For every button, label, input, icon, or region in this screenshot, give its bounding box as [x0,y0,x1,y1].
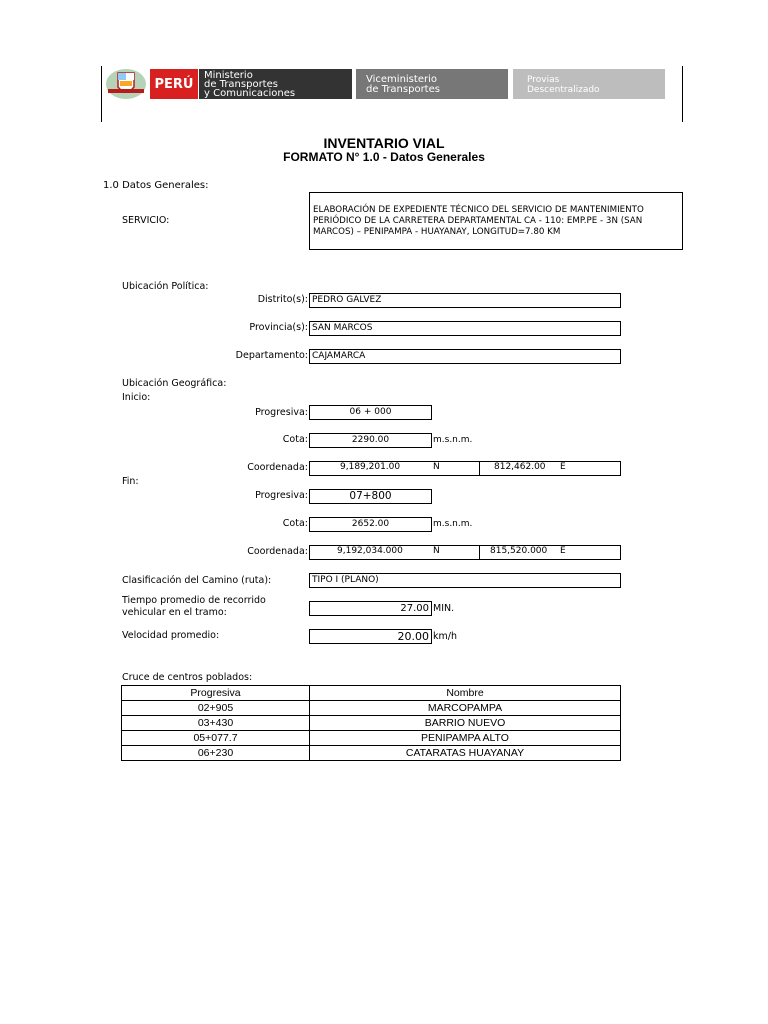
velocidad-label: Velocidad promedio: [122,630,220,641]
fin-cota-field: 2652.00 [309,517,432,532]
cell-nombre: MARCOPAMPA [310,701,621,716]
fin-progresiva-field: 07+800 [309,489,432,504]
table-row [122,701,621,716]
tiempo-label: Tiempo promedio de recorrido vehicular en el tramo: [122,595,266,618]
page-border-right [682,66,683,122]
table-header-row [122,686,621,701]
inicio-progresiva-field: 06 + 000 [309,405,432,420]
cell-nombre: PENIPAMPA ALTO [310,731,621,746]
cruce-table [121,685,621,761]
cruce-label: Cruce de centros poblados: [122,672,253,683]
ubicacion-geografica-label: Ubicación Geográfica: [122,378,227,389]
header-nombre: Nombre [310,686,621,701]
fin-coordenada-divider [479,545,480,560]
servicio-value: ELABORACIÓN DE EXPEDIENTE TÉCNICO DEL SERVICIO DE MANTENIMIENTO PERIÓDICO DE LA CARRETERA DEPARTAMENTAL CA - 110: EMP.PE - 3N (SAN MARCOS) – PENIPAMPA - HUAYANAY, LONGITUD=7.80 KM [309,192,683,250]
departamento-label: Departamento: [235,350,308,361]
inicio-msnm-unit: m.s.n.m. [433,435,473,445]
inicio-n-label: N [433,462,440,472]
section-heading: 1.0 Datos Generales: [103,180,209,191]
clasificacion-label: Clasificación del Camino (ruta): [122,575,272,586]
header-progresiva: Progresiva [122,686,310,701]
provincia-field: SAN MARCOS [309,321,621,336]
cell-nombre: CATARATAS HUAYANAY [310,746,621,761]
distrito-field: PEDRO GALVEZ [309,293,621,308]
fin-norte-value: 9,192,034.000 [337,546,403,556]
page-title: INVENTARIO VIAL [323,135,445,151]
page-border-left [101,66,102,122]
inicio-este-value: 812,462.00 [494,462,546,472]
inicio-norte-value: 9,189,201.00 [340,462,401,472]
page-subtitle: FORMATO N° 1.0 - Datos Generales [283,150,485,164]
velocidad-unit: km/h [433,631,457,642]
tiempo-unit: MIN. [433,603,455,614]
table-row [122,716,621,731]
provincia-label: Provincia(s): [249,322,308,333]
distrito-label: Distrito(s): [257,294,308,305]
inicio-cota-field: 2290.00 [309,433,432,448]
velocidad-field: 20.00 [309,629,432,644]
inicio-coordenada-label: Coordenada: [247,462,308,473]
departamento-field: CAJAMARCA [309,349,621,364]
viceministerio-logo: Viceministerio de Transportes [356,69,508,99]
fin-n-label: N [433,546,440,556]
servicio-label: SERVICIO: [122,215,170,226]
fin-este-value: 815,520.000 [490,546,548,556]
inicio-label: Inicio: [122,392,151,403]
fin-progresiva-label: Progresiva: [255,490,308,501]
clasificacion-field: TIPO I (PLANO) [309,573,621,588]
cell-nombre: BARRIO NUEVO [310,716,621,731]
cell-progresiva: 02+905 [122,701,310,716]
fin-coordenada-label: Coordenada: [247,546,308,557]
cell-progresiva: 05+077.7 [122,731,310,746]
fin-cota-label: Cota: [282,518,308,529]
peru-coat-of-arms-icon [104,67,148,101]
inicio-cota-label: Cota: [282,434,308,445]
fin-e-label: E [560,546,566,556]
fin-msnm-unit: m.s.n.m. [433,519,473,529]
fin-label: Fin: [122,476,139,487]
inicio-e-label: E [560,462,566,472]
table-row [122,746,621,761]
tiempo-field: 27.00 [309,601,432,616]
table-row [122,731,621,746]
peru-logo: PERÚ [150,69,198,99]
cell-progresiva: 03+430 [122,716,310,731]
inicio-coordenada-divider [479,461,480,476]
ministerio-logo: Ministerio de Transportes y Comunicaciones [199,69,352,99]
inicio-progresiva-label: Progresiva: [255,407,308,418]
cell-progresiva: 06+230 [122,746,310,761]
ubicacion-politica-label: Ubicación Política: [122,281,209,292]
provias-logo: Provias Descentralizado [513,69,665,99]
